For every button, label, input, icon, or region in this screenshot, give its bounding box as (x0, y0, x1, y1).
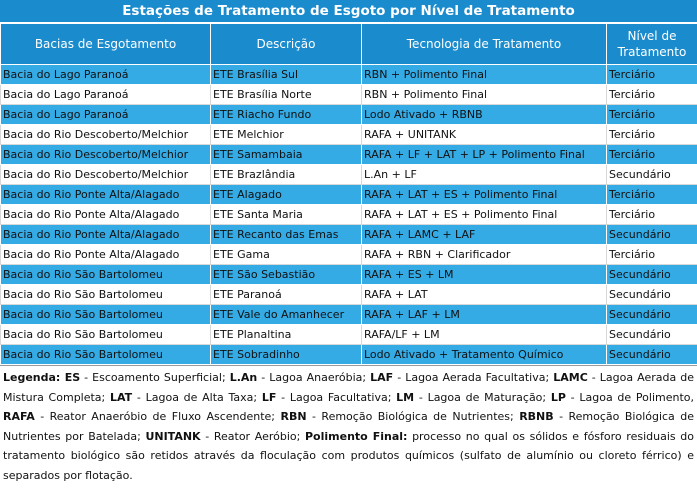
cell-tecnologia: RAFA/LF + LM (362, 325, 607, 345)
cell-nivel: Secundário (607, 345, 697, 365)
legend-definition: - Reator Aeróbio; (201, 430, 305, 443)
cell-nivel: Secundário (607, 325, 697, 345)
table-row (1, 245, 697, 265)
cell-bacia: Bacia do Rio Descoberto/Melchior (1, 165, 211, 185)
cell-descricao: ETE Paranoá (211, 285, 362, 305)
legend-term: L.An (230, 371, 258, 384)
cell-descricao: ETE Vale do Amanhecer (211, 305, 362, 325)
table-row (1, 305, 697, 325)
cell-nivel: Secundário (607, 225, 697, 245)
table-row (1, 85, 697, 105)
cell-tecnologia: Lodo Ativado + Tratamento Químico (362, 345, 607, 365)
legend-term: UNITANK (145, 430, 200, 443)
header-bacias: Bacias de Esgotamento (1, 24, 211, 65)
cell-descricao: ETE Riacho Fundo (211, 105, 362, 125)
cell-descricao: ETE Samambaia (211, 145, 362, 165)
cell-bacia: Bacia do Rio São Bartolomeu (1, 285, 211, 305)
table-row (1, 225, 697, 245)
table-row (1, 145, 697, 165)
cell-bacia: Bacia do Rio Ponte Alta/Alagado (1, 225, 211, 245)
cell-nivel: Terciário (607, 105, 697, 125)
cell-tecnologia: RAFA + LAT + ES + Polimento Final (362, 205, 607, 225)
header-tecnologia: Tecnologia de Tratamento (362, 24, 607, 65)
header-nivel: Nível de Tratamento (607, 24, 697, 65)
legend-term: RBN (280, 410, 306, 423)
legend-term: LAT (110, 391, 132, 404)
cell-nivel: Terciário (607, 185, 697, 205)
table-row (1, 125, 697, 145)
cell-descricao: ETE Brazlândia (211, 165, 362, 185)
cell-nivel: Terciário (607, 205, 697, 225)
legend-term: LF (262, 391, 277, 404)
cell-nivel: Secundário (607, 305, 697, 325)
cell-tecnologia: RAFA + ES + LM (362, 265, 607, 285)
legend-definition: - Escoamento Superficial; (80, 371, 230, 384)
cell-bacia: Bacia do Lago Paranoá (1, 105, 211, 125)
legend-term: LP (551, 391, 566, 404)
cell-descricao: ETE Sobradinho (211, 345, 362, 365)
legend-definition: processo no qual os sólidos e fósforo residuais do tratamento biológico são retidos através da floculação com produtos químicos (sulfato de alumínio ou cloreto férrico) e separados por flotação. (3, 430, 694, 482)
cell-descricao: ETE Planaltina (211, 325, 362, 345)
cell-tecnologia: RBN + Polimento Final (362, 85, 607, 105)
legend (0, 365, 697, 488)
cell-descricao: ETE Gama (211, 245, 362, 265)
legend-term: LAF (370, 371, 393, 384)
cell-tecnologia: Lodo Ativado + RBNB (362, 105, 607, 125)
legend-definition: - Remoção Biológica de Nutrientes; (307, 410, 520, 423)
cell-nivel: Secundário (607, 265, 697, 285)
table-row (1, 205, 697, 225)
cell-descricao: ETE São Sebastião (211, 265, 362, 285)
legend-term: LAMC (553, 371, 588, 384)
legend-definition: - Lagoa Anaeróbia; (257, 371, 370, 384)
table-body (1, 65, 697, 365)
legend-definition: - Lagoa de Maturação; (414, 391, 551, 404)
table-row (1, 265, 697, 285)
cell-descricao: ETE Melchior (211, 125, 362, 145)
cell-nivel: Secundário (607, 285, 697, 305)
table-row (1, 345, 697, 365)
cell-descricao: ETE Alagado (211, 185, 362, 205)
cell-nivel: Terciário (607, 85, 697, 105)
table-row (1, 325, 697, 345)
cell-nivel: Terciário (607, 65, 697, 85)
table-row (1, 65, 697, 85)
table-title: Estações de Tratamento de Esgoto por Nível de Tratamento (0, 0, 697, 23)
cell-descricao: ETE Brasília Sul (211, 65, 362, 85)
legend-definition: - Lagoa Facultativa; (276, 391, 396, 404)
legend-definition: - Lagoa de Polimento, (566, 391, 694, 404)
legend-definition: - Remoção Biológica de Nutrientes por Batelada; (3, 410, 694, 443)
legend-term: RBNB (519, 410, 553, 423)
cell-bacia: Bacia do Rio Descoberto/Melchior (1, 125, 211, 145)
cell-nivel: Terciário (607, 145, 697, 165)
legend-term: Legenda: ES (3, 371, 80, 384)
cell-descricao: ETE Recanto das Emas (211, 225, 362, 245)
treatment-table (0, 23, 697, 365)
cell-bacia: Bacia do Rio São Bartolomeu (1, 265, 211, 285)
cell-bacia: Bacia do Rio São Bartolomeu (1, 325, 211, 345)
table-row (1, 105, 697, 125)
cell-bacia: Bacia do Rio São Bartolomeu (1, 345, 211, 365)
legend-definition: - Reator Anaeróbio de Fluxo Ascendente; (35, 410, 281, 423)
cell-bacia: Bacia do Rio Ponte Alta/Alagado (1, 205, 211, 225)
cell-nivel: Terciário (607, 245, 697, 265)
cell-bacia: Bacia do Lago Paranoá (1, 65, 211, 85)
cell-tecnologia: L.An + LF (362, 165, 607, 185)
cell-tecnologia: RAFA + LAT + ES + Polimento Final (362, 185, 607, 205)
cell-bacia: Bacia do Lago Paranoá (1, 85, 211, 105)
cell-bacia: Bacia do Rio Ponte Alta/Alagado (1, 185, 211, 205)
legend-term: Polimento Final: (305, 430, 407, 443)
cell-descricao: ETE Brasília Norte (211, 85, 362, 105)
cell-bacia: Bacia do Rio Ponte Alta/Alagado (1, 245, 211, 265)
cell-tecnologia: RAFA + UNITANK (362, 125, 607, 145)
table-row (1, 185, 697, 205)
cell-tecnologia: RAFA + RBN + Clarificador (362, 245, 607, 265)
cell-tecnologia: RAFA + LAF + LM (362, 305, 607, 325)
cell-tecnologia: RAFA + LAMC + LAF (362, 225, 607, 245)
header-descricao: Descrição (211, 24, 362, 65)
legend-definition: - Lagoa Aerada Facultativa; (393, 371, 553, 384)
cell-nivel: Terciário (607, 125, 697, 145)
table-row (1, 165, 697, 185)
cell-bacia: Bacia do Rio Descoberto/Melchior (1, 145, 211, 165)
legend-definition: - Lagoa Aerada de Mistura Completa; (3, 371, 694, 404)
cell-descricao: ETE Santa Maria (211, 205, 362, 225)
cell-nivel: Secundário (607, 165, 697, 185)
legend-term: LM (396, 391, 414, 404)
table-row (1, 285, 697, 305)
header-row (1, 24, 697, 65)
legend-definition: - Lagoa de Alta Taxa; (132, 391, 262, 404)
cell-tecnologia: RAFA + LF + LAT + LP + Polimento Final (362, 145, 607, 165)
cell-tecnologia: RBN + Polimento Final (362, 65, 607, 85)
cell-bacia: Bacia do Rio São Bartolomeu (1, 305, 211, 325)
legend-term: RAFA (3, 410, 35, 423)
cell-tecnologia: RAFA + LAT (362, 285, 607, 305)
